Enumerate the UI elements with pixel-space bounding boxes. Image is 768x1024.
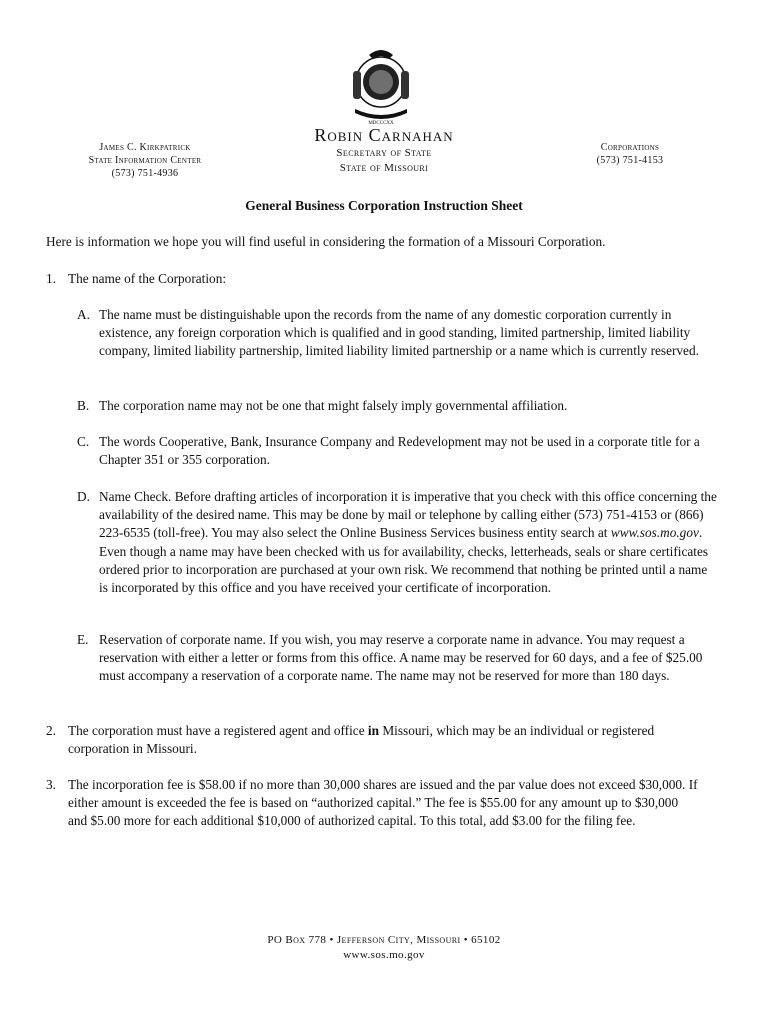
subitem-letter: D.: [77, 489, 90, 504]
official-name: James C. Kirkpatrick: [99, 142, 191, 153]
item-text: [68, 722, 698, 758]
subitem-text: The corporation name may not be one that might falsely imply governmental affiliation.: [99, 398, 568, 413]
division-phone: (573) 751-4153: [596, 155, 664, 166]
intro-paragraph: Here is information we hope you will find useful in considering the formation of a Missouri Corporation.: [46, 234, 606, 249]
subitem-text: The words Cooperative, Bank, Insurance Company and Redevelopment may not be used in a corporate title for a Chapter 351 or 355 corporation.: [99, 434, 700, 468]
document-title: General Business Corporation Instruction Sheet: [245, 198, 523, 213]
item-text: The name of the Corporation:: [68, 271, 227, 286]
subitem-text-part: Name Check. Before drafting articles of incorporation it is imperative that you check with this office concerning the availability of the desired name. This may be done by mail or telephone by calling either (573) 751-4153 or (866) 223-6535 (toll-free). You may also select the Online Business Services business entity search at: [99, 489, 717, 541]
secretary-title: Secretary of State: [336, 147, 432, 159]
item-text-part: The corporation must have a registered agent and office: [68, 723, 368, 738]
secretary-name: Robin Carnahan: [314, 125, 454, 145]
emphasis-text: in: [367, 723, 380, 738]
subitem-letter: A.: [77, 307, 90, 322]
subitem-text: Reservation of corporate name. If you wish, you may reserve a corporate name in advance. You may request a reservation with either a letter or forms from this office. A name may be reserved for 60 days, and a fee of $25.00 must accompany a reservation of a corporate name. The name may not be reserved for more than 180 days.: [99, 632, 703, 684]
item-number: 3.: [46, 777, 56, 792]
office-phone: (573) 751-4936: [111, 168, 179, 179]
subitem-text: [99, 488, 719, 597]
header-right-contact: [560, 141, 700, 167]
office-name: State Information Center: [88, 155, 202, 166]
website-link[interactable]: www.sos.mo.gov: [610, 525, 699, 541]
svg-text:MDCCCXX: MDCCCXX: [368, 121, 394, 126]
subitem-text: The name must be distinguishable upon the records from the name of any domestic corporation currently in existence, any foreign corporation which is qualified and in good standing, limited partnership, limited liability company, limited liability partnership, limited liability limited partnership or a name which is currently reserved.: [99, 307, 699, 359]
division-name: Corporations: [600, 142, 660, 153]
missouri-state-seal: [347, 45, 415, 127]
subitem-letter: C.: [77, 434, 90, 449]
item-number: 2.: [46, 723, 56, 738]
footer: [0, 933, 768, 963]
footer-address: PO Box 778 • Jefferson City, Missouri • 65102: [267, 934, 501, 946]
state-name: State of Missouri: [339, 162, 429, 174]
subitem-letter: E.: [77, 632, 89, 647]
item-number: 1.: [46, 271, 56, 286]
footer-website[interactable]: www.sos.mo.gov: [343, 949, 425, 961]
header-center: [262, 124, 506, 176]
subitem-letter: B.: [77, 398, 90, 413]
item-text-part: Missouri, which may be an individual or registered corporation in Missouri.: [68, 723, 655, 757]
header-left-contact: [40, 141, 250, 180]
item-text: The incorporation fee is $58.00 if no more than 30,000 shares are issued and the par value does not exceed $30,000. If either amount is exceeded the fee is based on “authorized capital.” The fee is $55.00 for any amount up to $30,000 and $5.00 more for each additional $10,000 of authorized capital. To this total, add $3.00 for the filing fee.: [68, 777, 698, 829]
subitem-text-part: . Even though a name may have been checked with us for availability, checks, letterheads, seals or share certificates ordered prior to incorporation are purchased at your own risk. We recommend that nothing be printed until a name is incorporated by this office and you have received your certificate of incorporation.: [99, 525, 709, 596]
